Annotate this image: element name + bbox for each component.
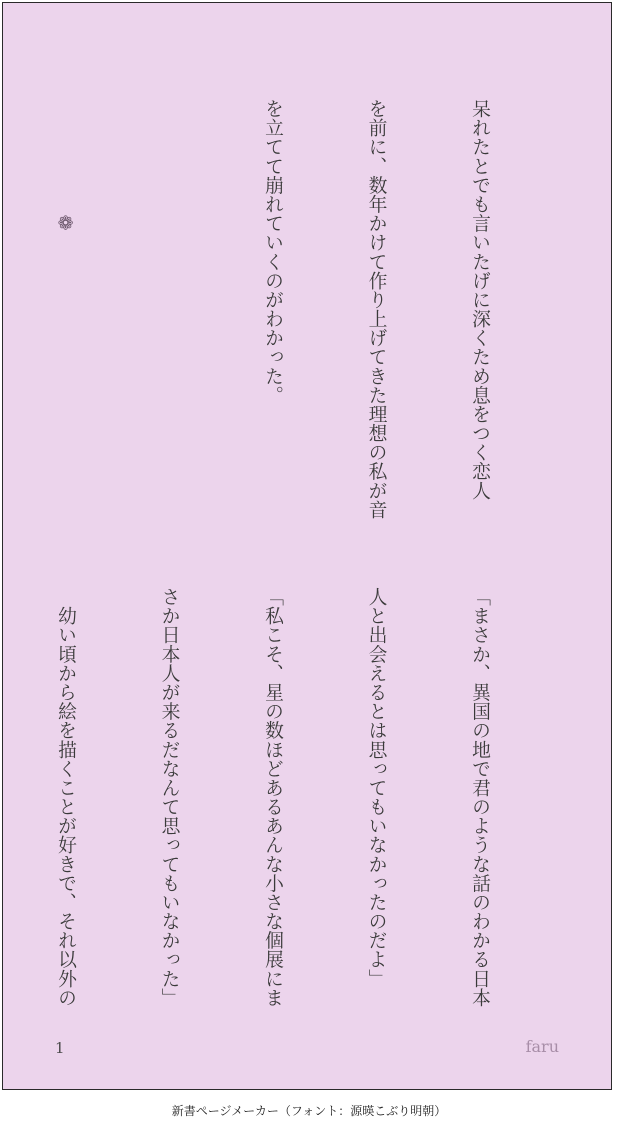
text-line: 人と出会えるとは思ってもいなかったのだよ」 xyxy=(365,587,387,988)
book-page xyxy=(2,2,612,1090)
text-line: 「私こそ、星の数ほどあるあんな小さな個展にま xyxy=(262,587,283,1007)
flower-ornament-icon: ❁ xyxy=(55,99,76,235)
text-line: 幼い頃から絵を描くことが好きで、それ以外の xyxy=(55,587,76,1007)
text-line: 「まさか、異国の地で君のような話のわかる日本 xyxy=(469,587,490,1007)
footer-caption: 新書ページメーカー（フォント：源暎こぶり明朝） xyxy=(171,1104,447,1118)
author-name: faru xyxy=(525,1037,559,1056)
text-line: 呆れたとでも言いたげに深くため息をつく恋人 xyxy=(469,99,490,500)
upper-text-column xyxy=(0,99,565,539)
page-number: 1 xyxy=(55,1039,65,1057)
lower-text-column xyxy=(0,587,565,1027)
blank-line xyxy=(151,99,186,539)
text-line: を前に、数年かけて作り上げてきた理想の私が音 xyxy=(365,99,387,519)
text-line: を立てて崩れていくのがわかった。 xyxy=(262,99,283,405)
text-line: さか日本人が来るだなんて思ってもいなかった」 xyxy=(158,587,180,1007)
